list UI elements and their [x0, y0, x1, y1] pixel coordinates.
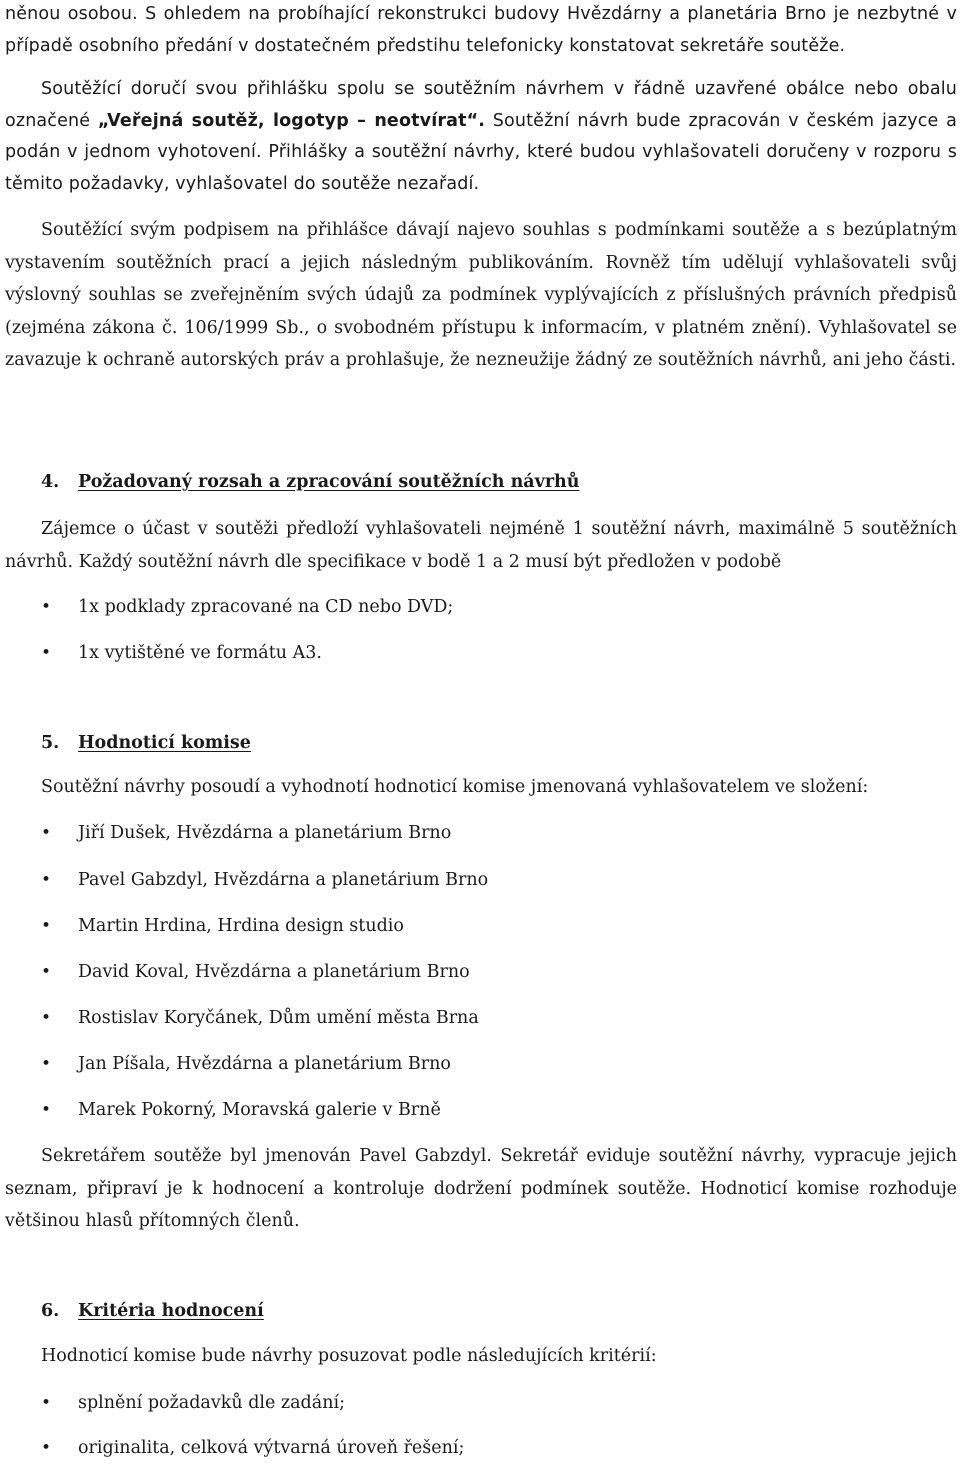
section-4-heading: [41, 468, 579, 496]
list-item: •Martin Hrdina, Hrdina design studio: [41, 912, 404, 940]
bullet-icon: [41, 819, 78, 847]
section-number: 4.: [41, 472, 60, 492]
section-number: 5.: [41, 733, 60, 753]
list-item: •1x vytištěné ve formátu A3.: [41, 639, 322, 667]
paragraph-submission-envelope: [5, 74, 957, 200]
envelope-label: „Veřejná soutěž, logotyp – neotvírat“.: [97, 110, 486, 131]
list-item: •David Koval, Hvězdárna a planetárium Brno: [41, 958, 470, 986]
paragraph-submission-delivery: něnou osobou. S ohledem na probíhající rekonstrukci budovy Hvězdárny a planetária Brno je nezbytné v případě osobního předání v dostatečném předstihu telefonicky konstatovat sekretáře soutěže.: [5, 4, 957, 56]
bullet-icon: [41, 958, 78, 986]
bullet-icon: [41, 866, 78, 894]
list-item: •originalita, celková výtvarná úroveň řešení;: [41, 1434, 464, 1462]
section-5-intro: Soutěžní návrhy posoudí a vyhodnotí hodnoticí komise jmenovaná vyhlašovatelem ve složení:: [41, 777, 869, 797]
list-item: •Jan Píšala, Hvězdárna a planetárium Brno: [41, 1050, 451, 1078]
bullet-icon: [41, 1004, 78, 1032]
section-6-heading: [41, 1297, 264, 1325]
bullet-icon: [41, 1389, 78, 1417]
section-5-closing: Sekretářem soutěže byl jmenován Pavel Gabzdyl. Sekretář eviduje soutěžní návrhy, vypracuje jejich seznam, připraví je k hodnocení a kontroluje dodržení podmínek soutěže. Hodnoticí komise rozhoduje většinou hlasů přítomných členů.: [5, 1146, 957, 1231]
list-item: •splnění požadavků dle zadání;: [41, 1389, 345, 1417]
list-item: •1x podklady zpracované na CD nebo DVD;: [41, 593, 453, 621]
bullet-icon: [41, 1096, 78, 1124]
list-item: •Pavel Gabzdyl, Hvězdárna a planetárium Brno: [41, 866, 488, 894]
section-title: Kritéria hodnocení: [78, 1301, 264, 1321]
section-6-intro: Hodnoticí komise bude návrhy posuzovat podle následujících kritérií:: [41, 1346, 657, 1366]
section-title: Požadovaný rozsah a zpracování soutěžních návrhů: [78, 472, 580, 492]
bullet-icon: [41, 639, 78, 667]
section-number: 6.: [41, 1301, 60, 1321]
list-item: •Marek Pokorný, Moravská galerie v Brně: [41, 1096, 441, 1124]
list-item: •Rostislav Koryčánek, Dům umění města Brna: [41, 1004, 479, 1032]
bullet-icon: [41, 1434, 78, 1462]
section-title: Hodnoticí komise: [78, 733, 251, 753]
section-5-heading: [41, 729, 251, 757]
list-item: •Jiří Dušek, Hvězdárna a planetárium Brno: [41, 819, 451, 847]
bullet-icon: [41, 1050, 78, 1078]
envelope-text-a: Soutěžící doručí svou přihlášku spolu se soutěžním návrhem v řádně uzavřené obálce nebo obalu označené: [5, 79, 957, 131]
bullet-icon: [41, 593, 78, 621]
section-4-intro: Zájemce o účast v soutěži předloží vyhlašovateli nejméně 1 soutěžní návrh, maximálně 5 soutěžních návrhů. Každý soutěžní návrh dle specifikace v bodě 1 a 2 musí být předložen v podobě: [5, 519, 957, 572]
paragraph-consent: Soutěžící svým podpisem na přihlášce dávají najevo souhlas s podmínkami soutěže a s bezúplatným vystavením soutěžních prací a jejich následným publikováním. Rovněž tím udělují vyhlašovateli svůj výslovný souhlas se zveřejněním svých údajů za podmínek vyplývajících z příslušných právních předpisů (zejména zákona č. 106/1999 Sb., o svobodném přístupu k informacím, v platném znění). Vyhlašovatel se zavazuje k ochraně autorských práv a prohlašuje, že nezneužije žádný ze soutěžních návrhů, ani jeho části.: [5, 220, 957, 370]
bullet-icon: [41, 912, 78, 940]
envelope-text-b: Soutěžní návrh bude zpracován v českém jazyce a podán v jednom vyhotovení. Přihlášky a soutěžní návrhy, které budou vyhlašovateli doručeny v rozporu s těmito požadavky, vyhlašovatel do soutěže nezařadí.: [5, 110, 958, 194]
